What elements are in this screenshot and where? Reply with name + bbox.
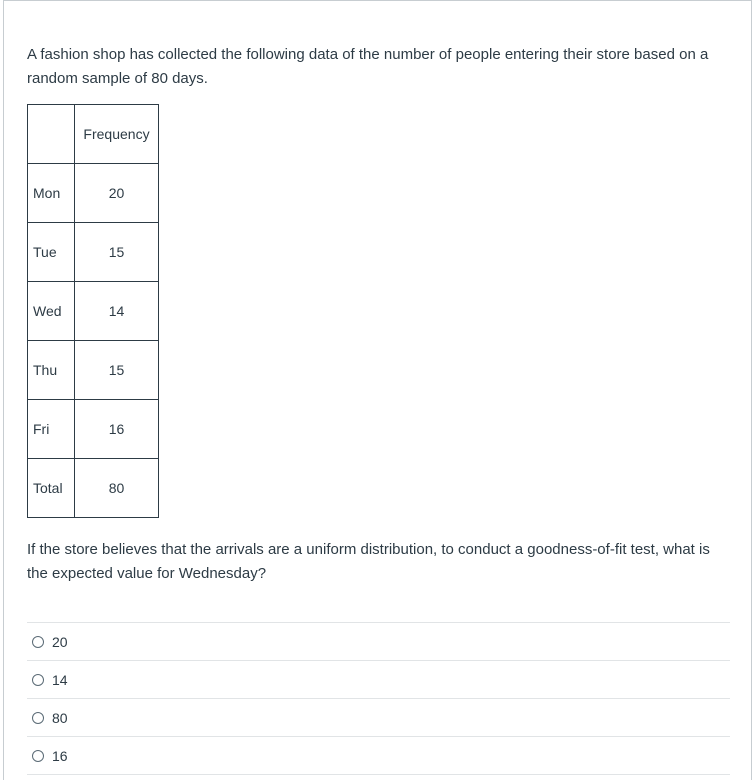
radio-button[interactable] xyxy=(32,636,44,648)
frequency-cell: 15 xyxy=(75,341,159,400)
answer-label[interactable]: 14 xyxy=(52,671,68,688)
radio-button[interactable] xyxy=(32,674,44,686)
day-cell: Mon xyxy=(28,164,75,223)
day-cell: Thu xyxy=(28,341,75,400)
frequency-cell: 16 xyxy=(75,400,159,459)
question-intro-text: A fashion shop has collected the following data of the number of people entering their store based on a random sample of 80 days. xyxy=(27,46,709,87)
table-row-total xyxy=(28,459,159,518)
frequency-table xyxy=(27,104,159,518)
radio-button[interactable] xyxy=(32,712,44,724)
day-cell: Tue xyxy=(28,223,75,282)
day-cell: Fri xyxy=(28,400,75,459)
table-header-row xyxy=(28,105,159,164)
table-row xyxy=(28,341,159,400)
frequency-cell: 14 xyxy=(75,282,159,341)
answer-option[interactable] xyxy=(27,737,730,775)
answer-option[interactable] xyxy=(27,661,730,699)
frequency-cell: 20 xyxy=(75,164,159,223)
frequency-cell: 15 xyxy=(75,223,159,282)
table-row xyxy=(28,164,159,223)
table-corner-cell xyxy=(28,105,75,164)
frequency-header: Frequency xyxy=(75,105,159,164)
total-value-cell: 80 xyxy=(75,459,159,518)
day-cell: Wed xyxy=(28,282,75,341)
answer-choices xyxy=(27,622,730,775)
total-label-cell: Total xyxy=(28,459,75,518)
answer-label[interactable]: 20 xyxy=(52,633,68,650)
answer-label[interactable]: 80 xyxy=(52,709,68,726)
table-row xyxy=(28,223,159,282)
answer-label[interactable]: 16 xyxy=(52,747,68,764)
radio-button[interactable] xyxy=(32,750,44,762)
question-prompt-text: If the store believes that the arrivals are a uniform distribution, to conduct a goodness-of-fit test, what is the expected value for Wednesday? xyxy=(27,541,710,582)
table-row xyxy=(28,282,159,341)
answer-option[interactable] xyxy=(27,623,730,661)
answer-option[interactable] xyxy=(27,699,730,737)
table-row xyxy=(28,400,159,459)
